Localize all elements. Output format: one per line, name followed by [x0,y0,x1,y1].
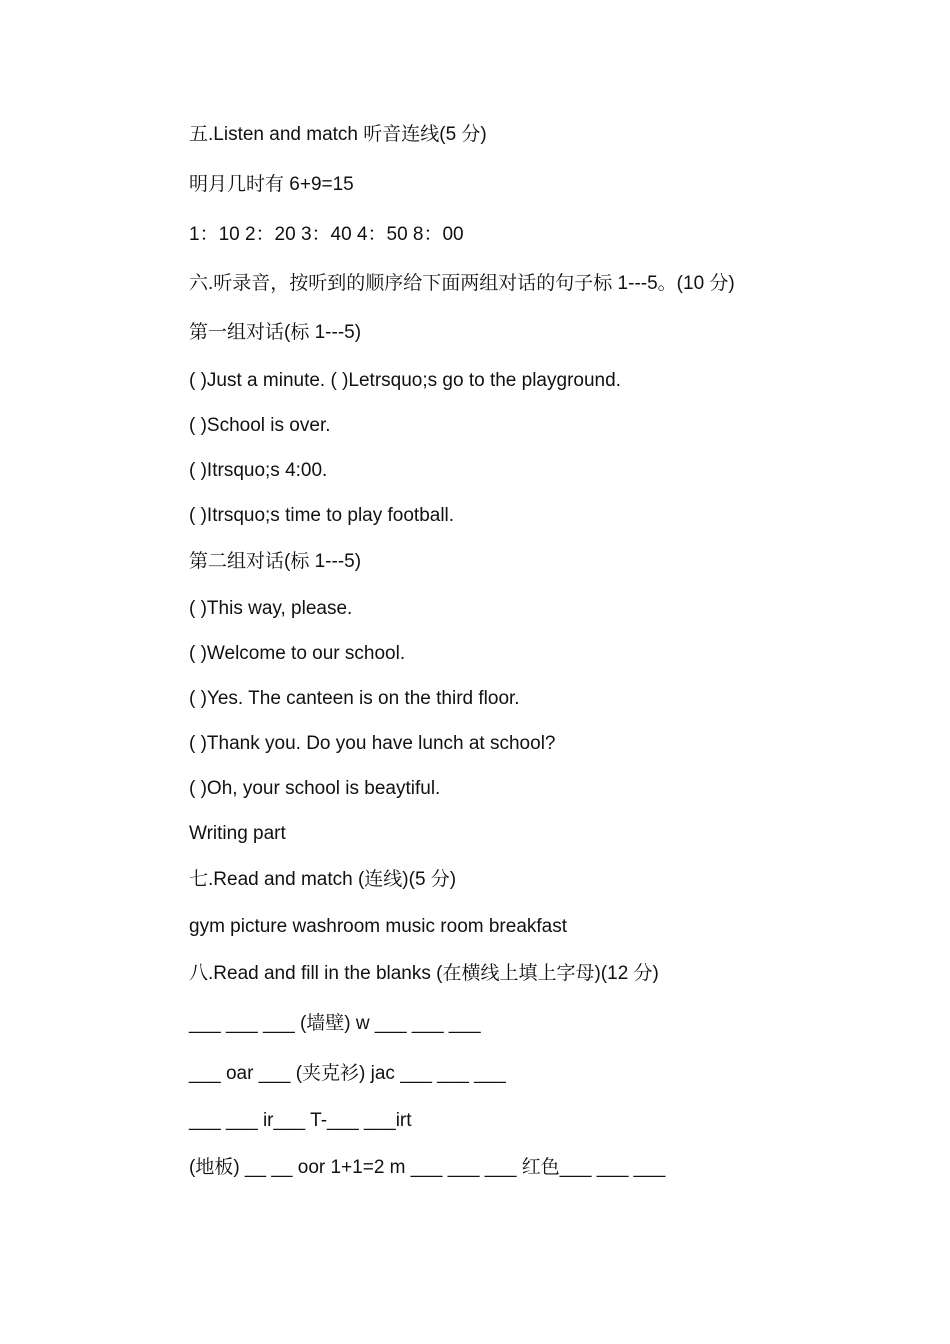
dialogue-line: ( )Yes. The canteen is on the third floor. [189,688,520,709]
writing-part-heading: Writing part [189,823,286,844]
dialogue-1-heading: 第一组对话(标 1---5) [189,322,362,343]
dialogue-line: ( )Thank you. Do you have lunch at school? [189,733,556,754]
dialogue-line: ( )Itrsquo;s 4:00. [189,460,328,481]
fill-blank-line: ___ ___ ir___ T-___ ___irt [189,1110,412,1131]
section-6-heading: 六.听录音，按听到的顺序给下面两组对话的句子标 1---5。(10 分) [189,273,735,294]
dialogue-line: ( )Itrsquo;s time to play football. [189,505,455,526]
word-list: gym picture washroom music room breakfast [189,916,568,937]
section-8-heading: 八.Read and fill in the blanks (在横线上填上字母)(12 分) [189,963,659,984]
dialogue-line: ( )School is over. [189,415,331,436]
dialogue-line: ( )Oh, your school is beaytiful. [189,778,441,799]
section-5-heading: 五.Listen and match 听音连线(5 分) [189,124,487,145]
fill-blank-line: ___ oar ___ (夹克衫) jac ___ ___ ___ [189,1063,506,1084]
text-line: 明月几时有 6+9=15 [189,174,354,195]
dialogue-2-heading: 第二组对话(标 1---5) [189,551,362,572]
fill-blank-line: (地板) __ __ oor 1+1=2 m ___ ___ ___ 红色___ ___ ___ [189,1157,666,1178]
fill-blank-line: ___ ___ ___ (墙壁) w ___ ___ ___ [189,1013,481,1034]
dialogue-line: ( )Just a minute. ( )Letrsquo;s go to the playground. [189,370,621,391]
time-list: 1：10 2：20 3：40 4：50 8：00 [189,224,464,245]
dialogue-line: ( )Welcome to our school. [189,643,406,664]
dialogue-line: ( )This way, please. [189,598,353,619]
section-7-heading: 七.Read and match (连线)(5 分) [189,869,457,890]
